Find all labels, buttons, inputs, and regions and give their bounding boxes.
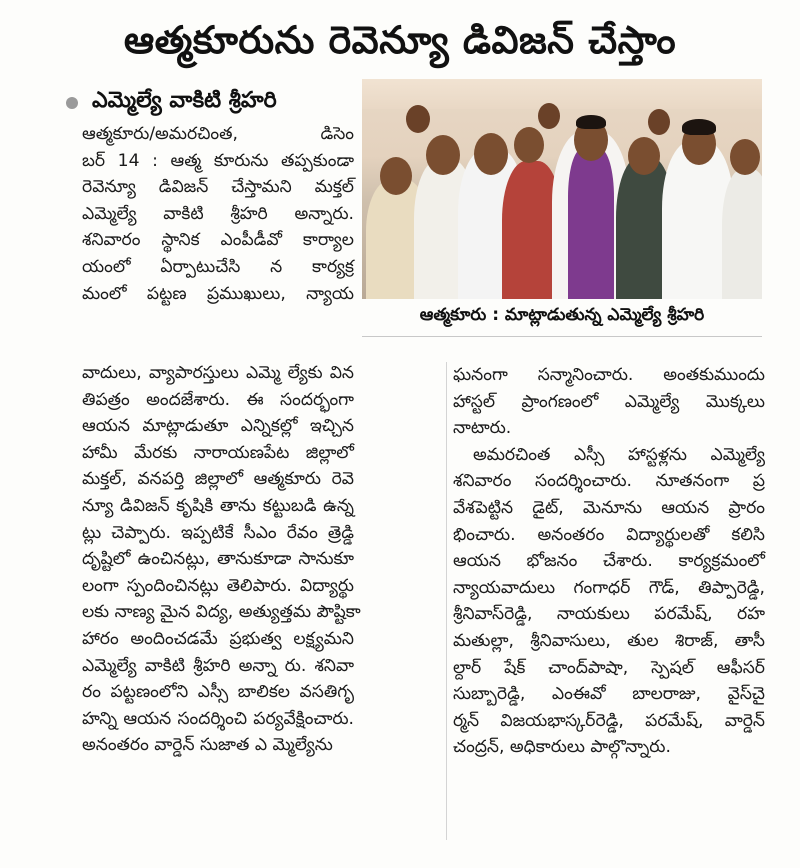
- text-line: ఎమ్మెల్యే వాకిటి శ్రీహరి అన్నా రు. శనివా: [82, 655, 354, 676]
- photo-person-head: [730, 139, 760, 175]
- text-line: ఆయన మాట్లాడుతూ ఎన్నికల్లో ఇచ్చిన: [82, 416, 354, 437]
- photo-person-head: [406, 105, 430, 133]
- text-line: శనివారం స్థానిక ఎంపీడీవో కార్యాల: [82, 230, 354, 251]
- text-line: నాటారు.: [453, 418, 512, 439]
- text-line: మంలో పట్టణ ప్రముఖులు, న్యాయ: [82, 283, 354, 304]
- text-line: తిపత్రం అందజేశారు. ఈ సందర్భంగా: [82, 389, 354, 410]
- photo-person-head: [426, 135, 460, 175]
- photo-person-hair: [682, 119, 716, 135]
- photo-person-head: [474, 133, 508, 175]
- photo-ceiling: [362, 79, 762, 109]
- text-line: సుబ్బారెడ్డి, ఎంఈవో బాలరాజు, వైస్‌చై: [453, 684, 765, 705]
- text-line: లంగా స్పందించినట్లు తెలిపారు. విద్యార్థు: [82, 575, 354, 596]
- text-line: వాదులు, వ్యాపారస్తులు ఎమ్మె ల్యేకు విన: [82, 363, 354, 383]
- text-line: ఆయన భోజనం చేశారు. కార్యక్రమంలో: [453, 551, 765, 572]
- text-line: హామీ మేరకు నారాయణపేట జిల్లాలో: [82, 442, 354, 463]
- text-line: చంద్రన్, అధికారులు పాల్గొన్నారు.: [453, 737, 671, 758]
- photo-person: [722, 169, 762, 299]
- text-line: ఎమ్మెల్యే వాకిటి శ్రీహరి అన్నారు.: [82, 203, 354, 224]
- text-line: హారం అందించడమే ప్రభుత్వ లక్ష్యమని: [82, 628, 354, 649]
- news-photo: [362, 79, 762, 299]
- text-line: వేశపెట్టిన డైట్, మెనూను ఆయన ప్రారం: [453, 497, 765, 518]
- left-column-bottom: [82, 360, 361, 759]
- text-line: లకు నాణ్య మైన విద్య, అత్యుత్తమ పౌష్టికా: [82, 602, 361, 623]
- text-line: హన్ని ఆయన సందర్శించి పర్యవేక్షించారు.: [82, 708, 354, 729]
- subhead-text: ఎమ్మెల్యే వాకిటి శ్రీహరి: [92, 88, 277, 113]
- text-line: ట్లు చెప్పారు. ఇప్పటికే సీఎం రేవం త్రెడ్డి: [82, 522, 354, 543]
- text-line: శనివారం సందర్శించారు. నూతనంగా ప్ర: [453, 471, 765, 492]
- text-line: న్యూ డివిజన్ కృషికి తాను కట్టుబడి ఉన్న: [82, 495, 354, 516]
- text-line: యంలో ఏర్పాటుచేసి న కార్యక్ర: [82, 256, 354, 277]
- text-line: మక్తల్, వనపర్తి జిల్లాలో ఆత్మకూరు రెవె: [82, 469, 354, 490]
- text-line: న్యాయవాదులు గంగాధర్ గౌడ్, తిప్పారెడ్డి,: [453, 577, 765, 598]
- text-line: హాస్టల్ ప్రాంగణంలో ఎమ్మెల్యే మొక్కలు: [453, 391, 765, 412]
- column-divider: [446, 362, 447, 840]
- photo-person-head: [628, 137, 660, 175]
- photo-person-head: [380, 157, 412, 195]
- text-line: అమరచింత ఎస్సీ హాస్టళ్లను ఎమ్మెల్యే: [473, 444, 765, 465]
- text-line: రెవెన్యూ డివిజన్ చేస్తామని మక్తల్: [82, 177, 354, 198]
- caption-rule: [362, 336, 762, 337]
- photo-caption: ఆత్మకూరు : మాట్లాడుతున్న ఎమ్మెల్యే శ్రీహరి: [419, 305, 705, 325]
- text-line: అనంతరం వార్డెన్ సుజాత ఎ మ్మెల్యేను: [82, 735, 333, 756]
- text-line: ఆత్మకూరు/అమరచింత, డిసెం: [82, 124, 354, 144]
- photo-person-head: [514, 127, 544, 163]
- text-line: ఘనంగా సన్మానించారు. అంతకుముందు: [453, 365, 765, 385]
- text-line: ర్మన్ విజయభాస్కర్‌రెడ్డి, పరమేష్, వార్డెన్: [453, 710, 765, 731]
- text-line: బర్ 14 : ఆత్మ కూరును తప్పకుండా: [82, 150, 354, 171]
- photo-person-head: [648, 109, 670, 135]
- text-line: దృష్టిలో ఉంచినట్లు, తానుకూడా సానుకూ: [82, 549, 354, 570]
- text-line: రం పట్టణంలోని ఎస్సీ బాలికల వసతిగృ: [82, 682, 354, 703]
- photo-person-scarf: [568, 149, 614, 299]
- left-column-top: [82, 121, 354, 307]
- bullet-icon: [66, 97, 78, 109]
- photo-person-head: [538, 103, 560, 129]
- text-line: భించారు. అనంతరం విద్యార్థులతో కలిసి: [453, 524, 765, 545]
- headline: ఆత్మకూరును రెవెన్యూ డివిజన్ చేస్తాం: [123, 18, 677, 62]
- text-line: శ్రీనివాస్‌రెడ్డి, నాయకులు పరమేష్, రహ: [453, 604, 765, 625]
- text-line: ల్దార్ షేక్ చాంద్‌పాషా, స్పెషల్ ఆఫీసర్: [453, 657, 765, 678]
- text-line: మతుల్లా, శ్రీనివాసులు, తుల శిరాజ్, తాసీ: [453, 630, 765, 651]
- subhead: [66, 88, 277, 118]
- photo-person-hair: [576, 115, 606, 129]
- right-column: [453, 362, 765, 761]
